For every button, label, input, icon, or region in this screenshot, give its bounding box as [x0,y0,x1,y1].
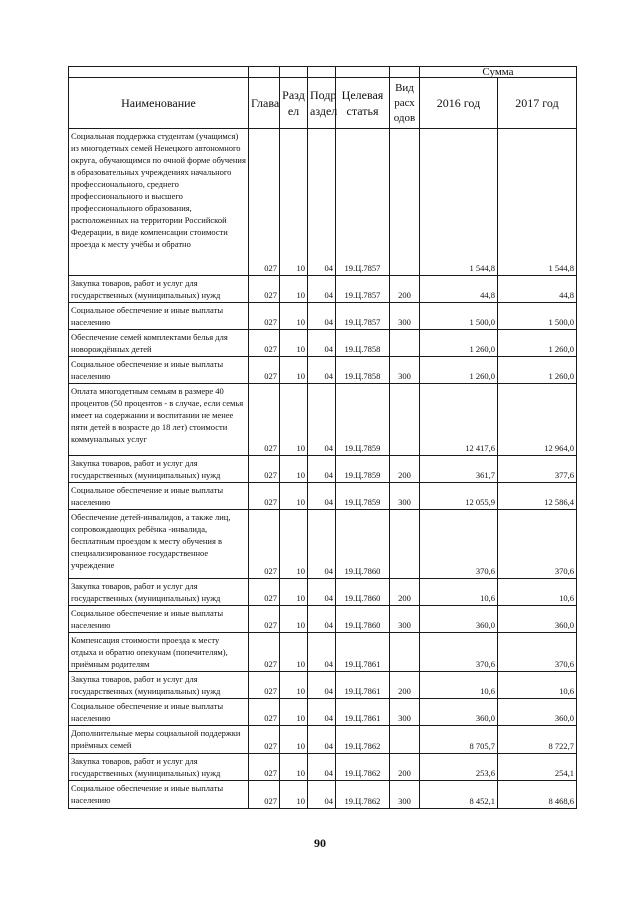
table-row [69,357,577,384]
header-section [280,78,308,129]
table-row [69,510,577,579]
table-cell-name: Социальная поддержка студентам (учащимся) из многодетных семей Ненецкого автономного округа, обучающимся по очной форме обучения в образовательных учреждениях начального профессионального, среднего профессионального и высшего профессионального образования, расположенных на территории Российской Федерации, в виде компенсации стоимости проезда к месту учёбы и обратно [69,129,249,276]
table-cell-expense-type [390,633,420,672]
table-cell-name: Социальное обеспечение и иные выплаты населению [69,699,249,726]
table-row [69,754,577,781]
table-cell-target: 19.Ц.7857 [336,303,390,330]
table-cell-chapter: 027 [249,606,280,633]
table-cell-subsection: 04 [308,579,336,606]
table-cell-section: 10 [280,699,308,726]
table-cell-name: Закупка товаров, работ и услуг для государственных (муниципальных) нужд [69,754,249,781]
table-cell-name: Социальное обеспечение и иные выплаты населению [69,781,249,809]
table-cell-2016: 1 260,0 [420,330,498,357]
budget-table [68,66,577,809]
table-row [69,726,577,754]
table-cell-subsection: 04 [308,384,336,456]
table-cell-subsection: 04 [308,633,336,672]
table-cell-target: 19.Ц.7859 [336,384,390,456]
table-cell-chapter: 027 [249,579,280,606]
table-cell-name: Закупка товаров, работ и услуг для государственных (муниципальных) нужд [69,672,249,699]
table-cell-chapter: 027 [249,699,280,726]
table-cell-chapter: 027 [249,129,280,276]
table-cell-section: 10 [280,483,308,510]
header-name: Наименование [69,78,249,129]
table-cell-2017: 254,1 [498,754,577,781]
table-cell-2017: 8 722,7 [498,726,577,754]
table-cell-expense-type: 200 [390,276,420,303]
table-cell-target: 19.Ц.7861 [336,699,390,726]
table-row [69,330,577,357]
table-cell-target: 19.Ц.7857 [336,276,390,303]
table-row [69,456,577,483]
table-cell-name: Закупка товаров, работ и услуг для государственных (муниципальных) нужд [69,456,249,483]
table-cell-chapter: 027 [249,276,280,303]
table-cell-subsection: 04 [308,357,336,384]
header-chapter: Глава [249,78,280,129]
table-cell-subsection: 04 [308,699,336,726]
header-target [336,78,390,129]
table-row [69,606,577,633]
table-cell-2017: 1 544,8 [498,129,577,276]
header-expense-type-line: Вид [395,81,414,94]
table-cell-2016: 370,6 [420,510,498,579]
page-number: 90 [314,836,326,850]
table-cell-chapter: 027 [249,303,280,330]
table-cell-2016: 370,6 [420,633,498,672]
table-cell-section: 10 [280,384,308,456]
table-cell-subsection: 04 [308,754,336,781]
table-cell-subsection: 04 [308,129,336,276]
table-cell-2017: 12 586,4 [498,483,577,510]
table-cell-section: 10 [280,633,308,672]
table-cell-section: 10 [280,781,308,809]
header-spacer-subsection [308,67,336,78]
table-cell-subsection: 04 [308,672,336,699]
header-target-line: Целевая [341,88,384,102]
table-row [69,384,577,456]
table-cell-target: 19.Ц.7862 [336,781,390,809]
table-cell-name: Социальное обеспечение и иные выплаты населению [69,303,249,330]
table-cell-chapter: 027 [249,672,280,699]
table-cell-target: 19.Ц.7858 [336,330,390,357]
table-cell-expense-type: 300 [390,357,420,384]
table-cell-expense-type [390,726,420,754]
table-cell-2016: 12 417,6 [420,384,498,456]
table-row [69,672,577,699]
table-cell-2016: 8 452,1 [420,781,498,809]
header-expense-type-line: расх [394,96,415,109]
table-cell-section: 10 [280,726,308,754]
table-cell-section: 10 [280,672,308,699]
table-cell-expense-type: 300 [390,483,420,510]
header-subsection-line: Подр [310,88,337,102]
table-cell-2017: 44,8 [498,276,577,303]
table-cell-target: 19.Ц.7858 [336,357,390,384]
table-row [69,633,577,672]
header-expense-type [390,78,420,129]
table-row [69,699,577,726]
table-cell-section: 10 [280,303,308,330]
table-cell-target: 19.Ц.7862 [336,726,390,754]
header-year-2016: 2016 год [420,78,498,129]
table-cell-chapter: 027 [249,781,280,809]
table-cell-name: Обеспечение семей комплектами белья для новорождённых детей [69,330,249,357]
table-cell-subsection: 04 [308,510,336,579]
table-cell-name: Дополнительные меры социальной поддержки приёмных семей [69,726,249,754]
table-cell-subsection: 04 [308,483,336,510]
header-spacer-name [69,67,249,78]
table-cell-section: 10 [280,754,308,781]
table-cell-section: 10 [280,276,308,303]
table-cell-subsection: 04 [308,606,336,633]
table-body [69,129,577,809]
table-cell-2017: 360,0 [498,606,577,633]
table-cell-2016: 361,7 [420,456,498,483]
table-cell-target: 19.Ц.7861 [336,672,390,699]
table-cell-name: Социальное обеспечение и иные выплаты населению [69,357,249,384]
table-cell-2017: 10,6 [498,579,577,606]
table-cell-subsection: 04 [308,726,336,754]
table-cell-expense-type [390,129,420,276]
table-cell-2016: 1 500,0 [420,303,498,330]
table-cell-subsection: 04 [308,330,336,357]
table-cell-2016: 10,6 [420,579,498,606]
table-cell-target: 19.Ц.7859 [336,483,390,510]
table-cell-name: Оплата многодетным семьям в размере 40 процентов (50 процентов - в случае, если семья имеет на содержании и воспитании не менее пяти детей в возрасте до 18 лет) стоимости коммунальных услуг [69,384,249,456]
table-row [69,483,577,510]
table-cell-chapter: 027 [249,726,280,754]
table-cell-chapter: 027 [249,633,280,672]
table-cell-section: 10 [280,357,308,384]
table-cell-2016: 1 544,8 [420,129,498,276]
table-cell-name: Обеспечение детей-инвалидов, а также лиц, сопровождающих ребёнка -инвалида, бесплатным проездом к месту обучения в специализированное государственное учреждение [69,510,249,579]
header-section-line: Разд [282,88,305,102]
table-cell-section: 10 [280,510,308,579]
table-cell-2017: 1 260,0 [498,357,577,384]
table-cell-target: 19.Ц.7861 [336,633,390,672]
table-cell-name: Закупка товаров, работ и услуг для государственных (муниципальных) нужд [69,579,249,606]
table-cell-2016: 360,0 [420,606,498,633]
table-cell-subsection: 04 [308,781,336,809]
table-cell-expense-type [390,510,420,579]
table-header [69,67,577,129]
table-row [69,579,577,606]
header-spacer-chapter [249,67,280,78]
table-cell-target: 19.Ц.7862 [336,754,390,781]
table-cell-expense-type: 300 [390,781,420,809]
header-subsection [308,78,336,129]
table-cell-2017: 370,6 [498,510,577,579]
table-cell-chapter: 027 [249,330,280,357]
table-cell-2017: 370,6 [498,633,577,672]
table-cell-chapter: 027 [249,384,280,456]
table-cell-chapter: 027 [249,456,280,483]
table-cell-2016: 1 260,0 [420,357,498,384]
table-cell-target: 19.Ц.7860 [336,510,390,579]
table-cell-2016: 12 055,9 [420,483,498,510]
header-section-line: ел [287,104,300,118]
table-cell-2017: 8 468,6 [498,781,577,809]
table-cell-2017: 360,0 [498,699,577,726]
table-cell-target: 19.Ц.7859 [336,456,390,483]
table-cell-expense-type: 300 [390,699,420,726]
table-cell-2016: 253,6 [420,754,498,781]
table-cell-expense-type: 200 [390,456,420,483]
table-cell-name: Социальное обеспечение и иные выплаты населению [69,483,249,510]
table-row [69,303,577,330]
table-cell-expense-type: 200 [390,672,420,699]
table-cell-chapter: 027 [249,510,280,579]
table-cell-section: 10 [280,129,308,276]
table-cell-2016: 360,0 [420,699,498,726]
header-spacer-type [390,67,420,78]
header-spacer-section [280,67,308,78]
header-spacer-target [336,67,390,78]
table-cell-section: 10 [280,606,308,633]
table-cell-name: Закупка товаров, работ и услуг для государственных (муниципальных) нужд [69,276,249,303]
table-cell-chapter: 027 [249,754,280,781]
header-expense-type-line: одов [393,111,416,124]
table-cell-target: 19.Ц.7860 [336,579,390,606]
table-cell-2017: 10,6 [498,672,577,699]
table-cell-subsection: 04 [308,456,336,483]
table-cell-name: Компенсация стоимости проезда к месту отдыха и обратно опекунам (попечителям), приёмным родителям [69,633,249,672]
table-cell-expense-type [390,384,420,456]
header-year-2017: 2017 год [498,78,577,129]
table-cell-2017: 1 260,0 [498,330,577,357]
table-cell-target: 19.Ц.7857 [336,129,390,276]
table-row [69,276,577,303]
table-cell-2016: 10,6 [420,672,498,699]
table-cell-expense-type: 300 [390,303,420,330]
table-cell-subsection: 04 [308,303,336,330]
table-cell-expense-type: 300 [390,606,420,633]
table-cell-expense-type [390,330,420,357]
table-cell-name: Социальное обеспечение и иные выплаты населению [69,606,249,633]
table-cell-subsection: 04 [308,276,336,303]
table-cell-expense-type: 200 [390,579,420,606]
table-cell-chapter: 027 [249,483,280,510]
table-cell-2016: 44,8 [420,276,498,303]
table-cell-2016: 8 705,7 [420,726,498,754]
header-target-line: статья [346,104,379,118]
table-cell-2017: 1 500,0 [498,303,577,330]
table-cell-section: 10 [280,579,308,606]
header-sum-group: Сумма [420,67,577,78]
table-row [69,129,577,276]
table-cell-target: 19.Ц.7860 [336,606,390,633]
table-cell-chapter: 027 [249,357,280,384]
table-cell-section: 10 [280,330,308,357]
table-cell-2017: 377,6 [498,456,577,483]
table-row [69,781,577,809]
table-cell-expense-type: 200 [390,754,420,781]
table-cell-2017: 12 964,0 [498,384,577,456]
header-subsection-line: аздел [310,104,338,118]
table-cell-section: 10 [280,456,308,483]
